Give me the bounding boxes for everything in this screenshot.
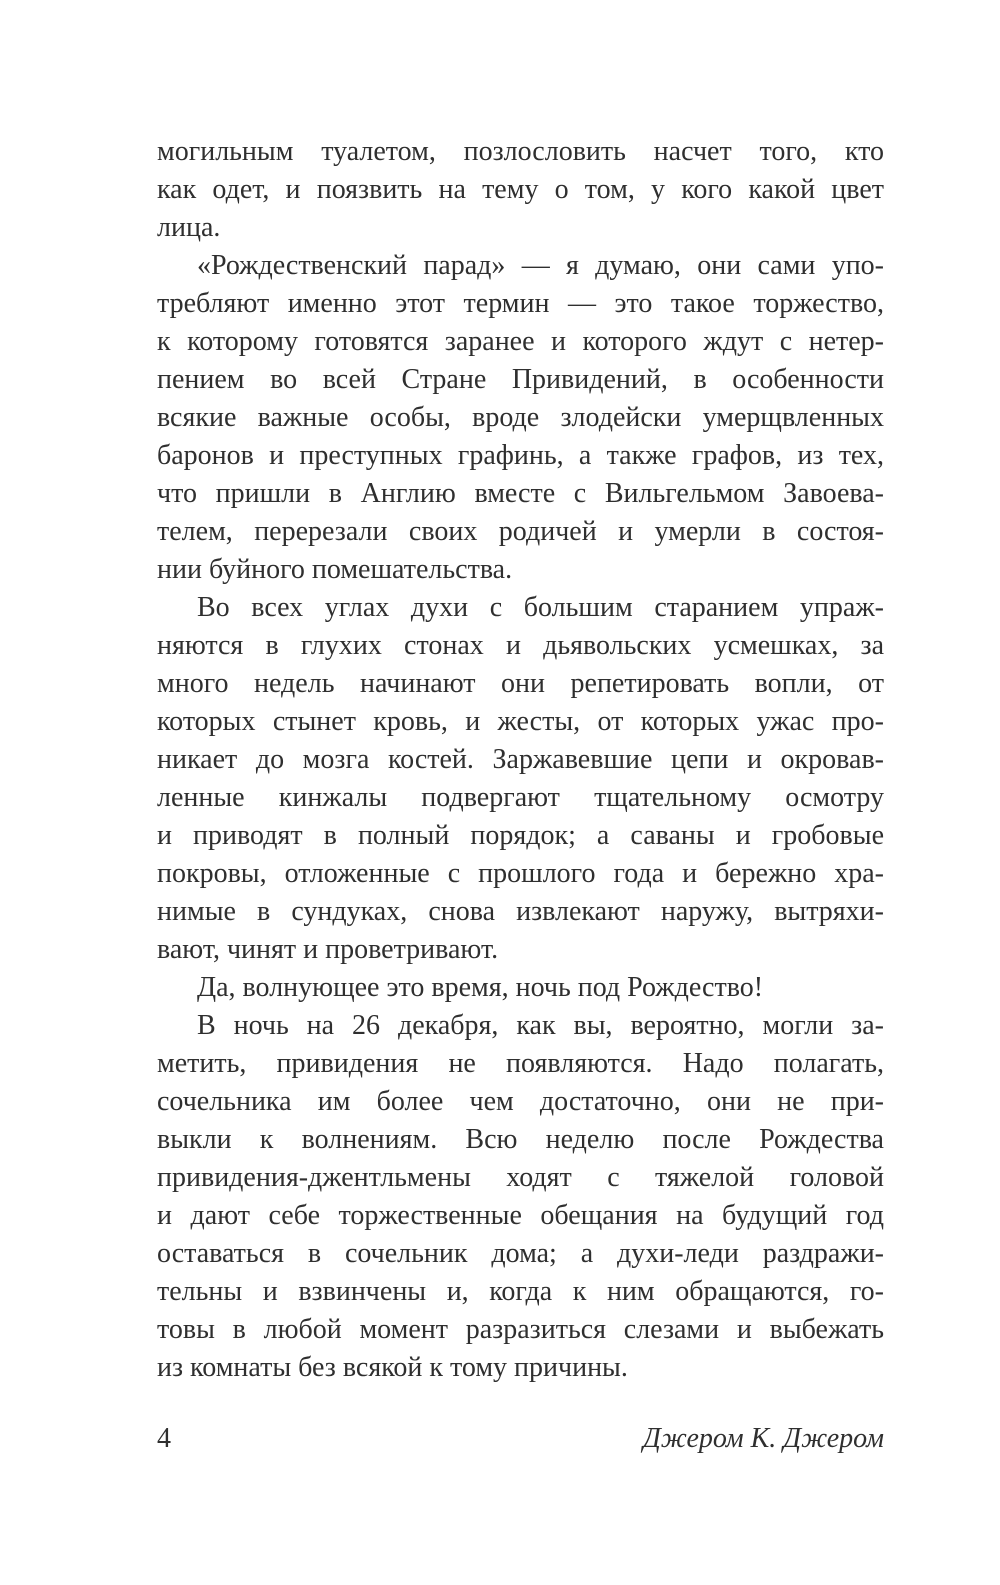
text-line: из комнаты без всякой к тому причины. xyxy=(157,1352,628,1383)
text-line: товы в любой момент разразиться слезами и выбежать xyxy=(157,1314,884,1345)
text-line: пением во всей Стране Привидений, в особенности xyxy=(157,364,884,395)
page-number: 4 xyxy=(157,1423,171,1454)
text-line: и приводят в полный порядок; а саваны и гробовые xyxy=(157,820,884,851)
text-line: вают, чинят и проветривают. xyxy=(157,934,499,965)
text-line: сочельника им более чем достаточно, они не при- xyxy=(157,1086,884,1117)
text-line: которых стынет кровь, и жесты, от которых ужас про- xyxy=(157,706,884,737)
text-line: В ночь на 26 декабря, как вы, вероятно, могли за- xyxy=(197,1010,884,1041)
text-line: никает до мозга костей. Заржавевшие цепи и окровав- xyxy=(157,744,884,775)
text-line: нии буйного помешательства. xyxy=(157,554,513,585)
paragraph xyxy=(157,247,884,589)
text-line: лица. xyxy=(157,212,221,243)
text-line: и дают себе торжественные обещания на будущий год xyxy=(157,1200,884,1231)
page-text-block xyxy=(157,133,884,1387)
paragraph xyxy=(157,589,884,969)
text-line: баронов и преступных графинь, а также графов, из тех, xyxy=(157,440,884,471)
text-line: Да, волнующее это время, ночь под Рождество! xyxy=(197,972,764,1003)
text-line: могильным туалетом, позлословить насчет того, кто xyxy=(157,136,884,167)
text-line: метить, привидения не появляются. Надо полагать, xyxy=(157,1048,884,1079)
text-line: оставаться в сочельник дома; а духи-леди раздражи- xyxy=(157,1238,884,1269)
text-line: телем, перерезали своих родичей и умерли в состоя- xyxy=(157,516,884,547)
paragraph xyxy=(157,133,884,247)
text-line: «Рождественский парад» — я думаю, они сами упо- xyxy=(197,250,884,281)
text-line: ленные кинжалы подвергают тщательному осмотру xyxy=(157,782,884,813)
text-line: всякие важные особы, вроде злодейски умерщвленных xyxy=(157,402,884,433)
text-line: покровы, отложенные с прошлого года и бережно хра- xyxy=(157,858,884,889)
text-line: няются в глухих стонах и дьявольских усмешках, за xyxy=(157,630,884,661)
text-line: к которому готовятся заранее и которого ждут с нетер- xyxy=(157,326,884,357)
paragraph xyxy=(157,1007,884,1387)
running-title-author: Джером К. Джером xyxy=(642,1423,884,1454)
text-line: привидения-джентльмены ходят с тяжелой головой xyxy=(157,1162,884,1193)
text-line: что пришли в Англию вместе с Вильгельмом Завоева- xyxy=(157,478,884,509)
text-line: тельны и взвинчены и, когда к ним обращаются, го- xyxy=(157,1276,884,1307)
text-line: Во всех углах духи с большим старанием упраж- xyxy=(197,592,884,623)
page-footer xyxy=(157,1420,884,1458)
text-line: как одет, и поязвить на тему о том, у кого какой цвет xyxy=(157,174,884,205)
text-line: много недель начинают они репетировать вопли, от xyxy=(157,668,884,699)
text-line: нимые в сундуках, снова извлекают наружу, вытряхи- xyxy=(157,896,884,927)
text-line: выкли к волнениям. Всю неделю после Рождества xyxy=(157,1124,884,1155)
paragraph xyxy=(157,969,884,1007)
text-line: требляют именно этот термин — это такое торжество, xyxy=(157,288,884,319)
